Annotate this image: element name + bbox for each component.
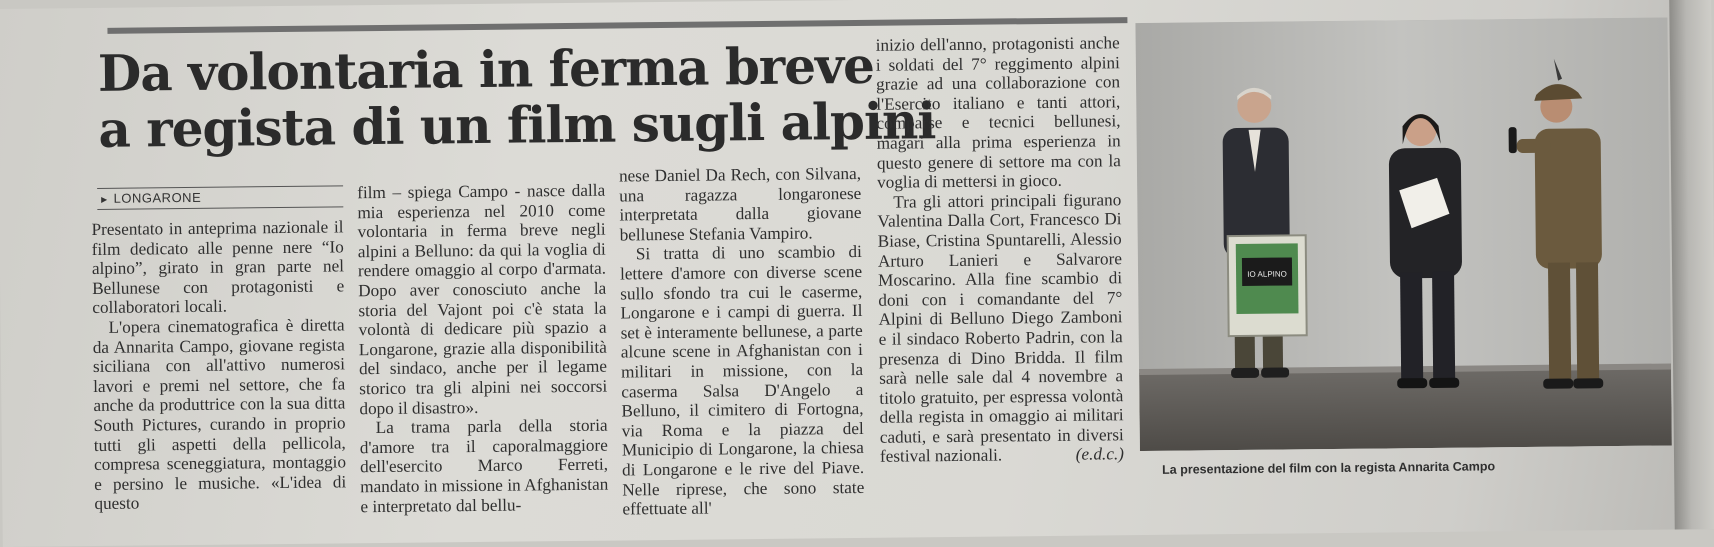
headline — [97, 35, 936, 159]
article-column-3 — [619, 164, 865, 519]
section-label: LONGARONE — [113, 189, 202, 206]
article-photo — [1135, 17, 1671, 451]
paragraph: Presentato in anteprima nazionale il film dedicato alle penne nere “Io alpino”, girato in gran parte nel Bellunese con protagonisti e collaboratori locali. — [91, 217, 345, 318]
paragraph: Si tratta di uno scambio di lettere d'amore con diverse scene sullo sfondo tra cui le caserme, Longarone e i campi di guerra. Il set è interamente bellunese, a parte alcune scene in Afghanistan con i militari in missione, con la caserma Salsa D'Angelo a Belluno, il cimitero di Fortogna, via Roma e la piazza del Municipio di Longarone, la chiesa di Longarone e le rive del Piave. Nelle riprese, che sono state effettuate all' — [619, 242, 865, 519]
paragraph-text: Tra gli attori principali figurano Valentina Dalla Cort, Francesco Di Biase, Cristina Spuntarelli, Alessio Arturo Lanieri e Salvarore Moscarino. Alla fine scambio di doni con i comandante del 7° Alpini di Belluno Diego Zamboni e il sindaco Roberto Padrin, con la presenza di Dino Bridda. Il film sarà nelle sale dal 4 novembre a titolo gratuito, per espressa volontà della regista in omaggio ai militari caduti, e sarà presentato in diversi festival nazionali. — [877, 189, 1124, 467]
author-signature: (e.d.c.) — [1075, 444, 1125, 465]
poster-title: IO ALPINO — [1247, 269, 1287, 279]
paragraph: L'opera cinematografica è diretta da Annarita Campo, giovane regista siciliana con all'attivo numerosi lavori e premi nel settore, che fa anche da produttrice con la sua ditta South Pictures, curando in proprio tutti gli aspetti della pellicola, compresa sceneggiatura, montaggio e persino le musiche. «L'idea di questo — [92, 315, 347, 514]
article-column-1 — [91, 217, 346, 514]
headline-line-2: a regista di un film sugli alpini — [98, 91, 936, 159]
page-edge — [1669, 0, 1714, 529]
paragraph: La trama parla della storia d'amore tra il caporalmaggiore dell'esercito Marco Ferreti, mandato in missione in Afghanistan e interpretato dal bellu- — [359, 415, 609, 516]
photo-caption: La presentazione del film con la regista Annarita Campo — [1162, 459, 1496, 477]
paragraph: nese Daniel Da Rech, con Silvana, una ragazza longaronese interpretata dalla giovane bellunese Stefania Vampiro. — [618, 163, 862, 245]
top-rule — [107, 17, 1127, 34]
section-tag — [97, 185, 343, 210]
paragraph — [877, 190, 1124, 467]
paragraph: film – spiega Campo - nasce dalla mia esperienza nel 2010 come volontaria in ferma breve negli alpini a Belluno: da qui la voglia di rendere omaggio al corpo d'armata. Dopo aver conosciuto anche la storia del Vajont poi c'è stata la volontà di dedicare più spazio a Longarone, grazie alla disponibilità del sindaco, anche per il legame storico tra gli alpini nei soccorsi dopo il disastro». — [357, 180, 608, 418]
headline-line-1: Da volontaria in ferma breve — [97, 35, 875, 103]
triangle-bullet-icon: ► — [99, 194, 110, 206]
paragraph: inizio dell'anno, protagonisti anche i soldati del 7° reggimento alpini grazie ad una collaborazione con l'Esercito italiano e tanti attori, comparse e tecnici bellunesi, magari alla prima esperienza in questo genere di settore ma con la voglia di mettersi in gioco. — [875, 33, 1121, 192]
article-column-4 — [876, 33, 1125, 467]
photo-illustration — [1135, 17, 1671, 451]
article-column-2 — [357, 181, 608, 517]
